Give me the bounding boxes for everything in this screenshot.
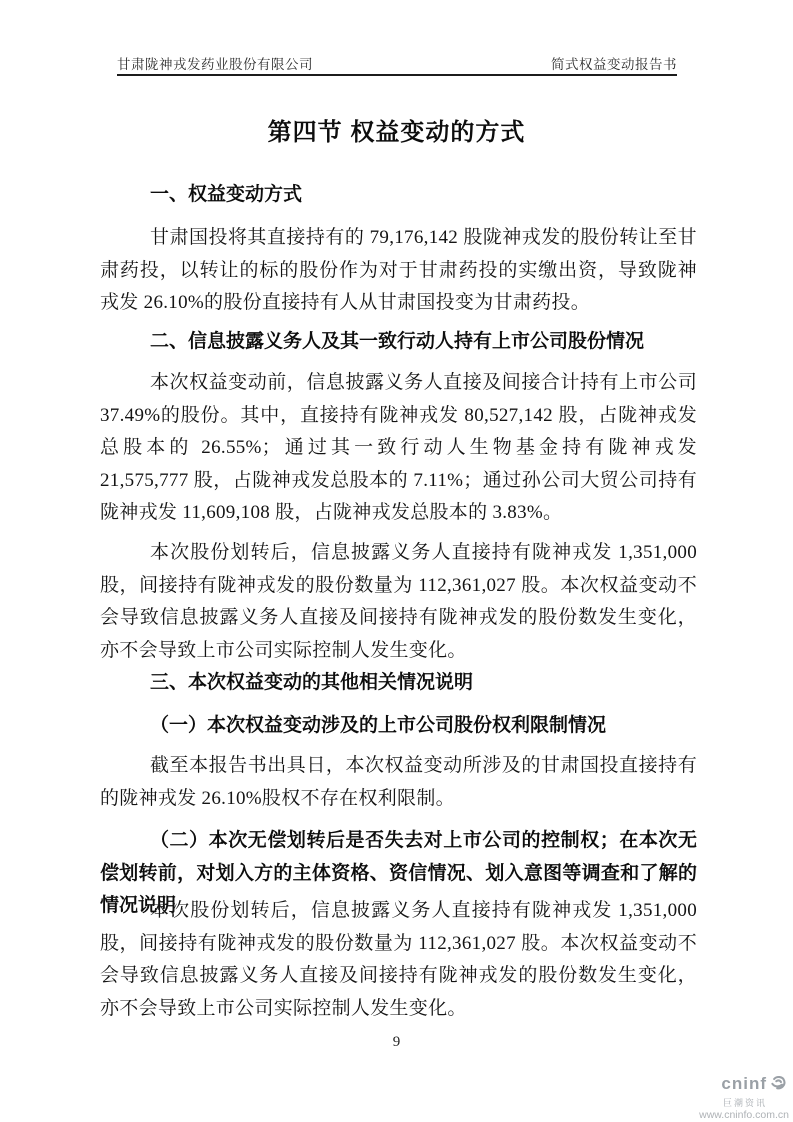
paragraph-1: 甘肃国投将其直接持有的 79,176,142 股陇神戎发的股份转让至甘肃药投，以转让的标的股份作为对于甘肃药投的实缴出资，导致陇神戎发 26.10%的股份直接持有人从甘肃国投变为甘肃药投。 — [100, 227, 697, 313]
page-title: 第四节 权益变动的方式 — [267, 119, 526, 146]
cninfo-logo-brand: cninf — [721, 1074, 767, 1094]
paragraph-3: 本次股份划转后，信息披露义务人直接持有陇神戎发 1,351,000 股，间接持有陇神戎发的股份数量为 112,361,027 股。本次权益变动不会导致信息披露义务人直接及间接持有陇神戎发的股份数发生变化，亦不会导致上市公司实际控制人发生变化。 — [100, 542, 697, 661]
section-heading-3: 三、本次权益变动的其他相关情况说明 — [150, 672, 474, 693]
section-heading-2: 二、信息披露义务人及其一致行动人持有上市公司股份情况 — [150, 331, 645, 352]
section-heading-1: 一、权益变动方式 — [150, 184, 303, 205]
paragraph-4: 截至本报告书出具日，本次权益变动所涉及的甘肃国投直接持有的陇神戎发 26.10%股权不存在权利限制。 — [100, 755, 697, 809]
subsection-heading-3-2: （二）本次无偿划转后是否失去对上市公司的控制权；在本次无偿划转前，对划入方的主体资格、资信情况、划入意图等调查和了解的情况说明 — [100, 830, 697, 916]
page-header — [117, 53, 677, 73]
paragraph-2: 本次权益变动前，信息披露义务人直接及间接合计持有上市公司 37.49%的股份。其中，直接持有陇神戎发 80,527,142 股，占陇神戎发总股本的 26.55%；通过其一致行动人生物基金持有陇神戎发 21,575,777 股，占陇神戎发总股本的 7.11%；通过孙公司大贸公司持有陇神戎发 11,609,108 股，占陇神戎发总股本的 3.83%。 — [100, 372, 697, 523]
header-report-title: 简式权益变动报告书 — [551, 57, 677, 72]
header-rule — [117, 74, 677, 76]
cninfo-logo-website: www.cninfo.com.cn — [699, 1109, 789, 1122]
paragraph-5: 本次股份划转后，信息披露义务人直接持有陇神戎发 1,351,000 股，间接持有陇神戎发的股份数量为 112,361,027 股。本次权益变动不会导致信息披露义务人直接及间接持有陇神戎发的股份数发生变化，亦不会导致上市公司实际控制人发生变化。 — [100, 900, 697, 1019]
page-number: 9 — [392, 1034, 401, 1050]
cninfo-swirl-icon — [768, 1072, 789, 1098]
header-company-name: 甘肃陇神戎发药业股份有限公司 — [117, 57, 313, 72]
cninfo-logo-caption: 巨潮资讯 — [722, 1097, 767, 1108]
cninfo-logo — [699, 1072, 789, 1122]
subsection-heading-3-1: （一）本次权益变动涉及的上市公司股份权利限制情况 — [150, 715, 607, 736]
